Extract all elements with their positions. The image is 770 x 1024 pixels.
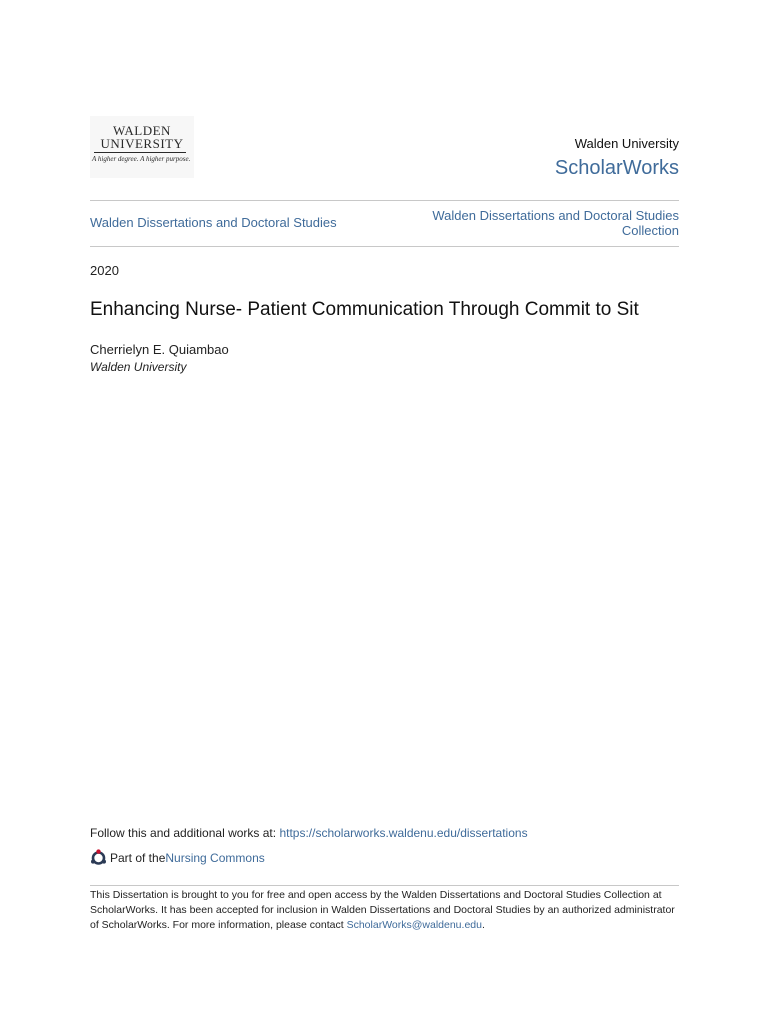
dissertations-url-link[interactable]: https://scholarworks.waldenu.edu/dissertations: [279, 826, 528, 840]
logo-tagline: A higher degree. A higher purpose.: [92, 155, 191, 163]
network-commons-icon: [90, 849, 107, 866]
contact-email-link[interactable]: ScholarWorks@waldenu.edu: [346, 919, 482, 931]
logo-divider: [94, 152, 186, 153]
walden-university-logo[interactable]: [90, 116, 194, 178]
publication-year: 2020: [90, 263, 119, 278]
follow-label: Follow this and additional works at:: [90, 826, 280, 840]
institution-name: Walden University: [574, 136, 679, 151]
logo-wordmark-line2: UNIVERSITY: [100, 136, 184, 151]
nursing-commons-link[interactable]: Nursing Commons: [165, 850, 265, 865]
follow-line: [90, 826, 528, 840]
part-of-label: Part of the: [110, 850, 166, 865]
logo-wordmark-line1: WALDEN: [113, 123, 171, 138]
part-of-line: [90, 849, 265, 866]
access-notice: [90, 888, 680, 933]
author-affiliation: Walden University: [90, 360, 187, 374]
notice-end: .: [481, 919, 485, 931]
notice-text: This Dissertation is brought to you for free and open access by the Walden Dissertations and Doctoral Studies Collection at ScholarWorks. It has been accepted for inclusion in Walden Dissertations and Doctoral Studies by an authorized administrator of ScholarWorks. For more information, please contact: [90, 889, 675, 931]
collection-link[interactable]: Walden Dissertations and Doctoral Studies Collection: [432, 208, 679, 238]
document-title: Enhancing Nurse- Patient Communication Through Commit to Sit: [90, 299, 639, 320]
footer-divider: [90, 885, 679, 886]
series-link[interactable]: Walden Dissertations and Doctoral Studies: [90, 215, 337, 230]
series-divider: [90, 246, 679, 247]
author-name: Cherrielyn E. Quiambao: [90, 342, 229, 357]
repository-link[interactable]: ScholarWorks: [554, 157, 679, 179]
header-divider: [90, 200, 679, 201]
